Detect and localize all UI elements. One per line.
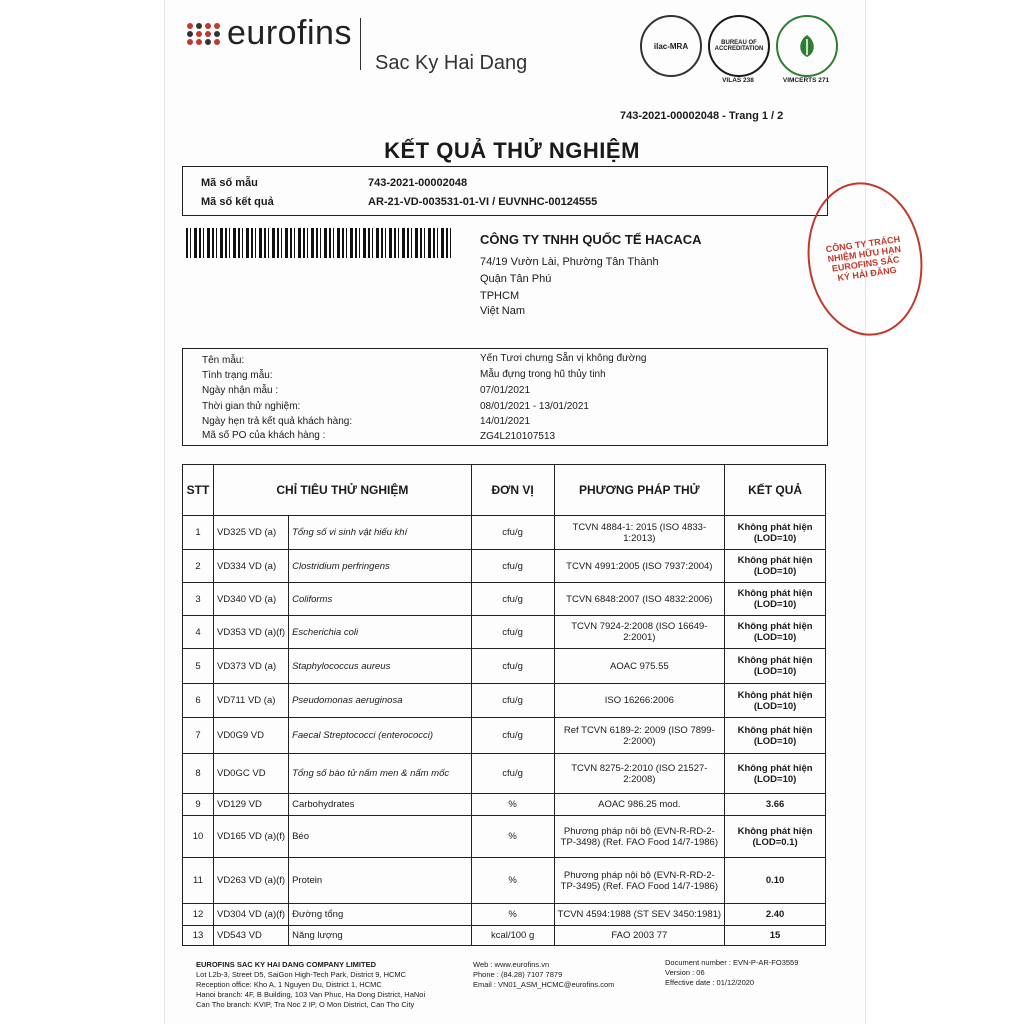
row-result: 3.66 <box>725 794 826 816</box>
customer-company: CÔNG TY TNHH QUỐC TẾ HACACA <box>480 232 702 247</box>
ilac-mra-seal: ilac-MRA <box>640 15 702 77</box>
brand-name: eurofins <box>227 14 352 52</box>
info-label: Tình trạng mẫu: <box>202 370 273 381</box>
table-row <box>183 754 826 794</box>
header-test: CHỈ TIÊU THỬ NGHIỆM <box>213 465 471 516</box>
row-unit: cfu/g <box>471 616 554 649</box>
table-header-row <box>183 465 826 516</box>
row-method: AOAC 986.25 mod. <box>554 794 725 816</box>
row-method: TCVN 7924-2:2008 (ISO 16649-2:2001) <box>554 616 725 649</box>
eurofins-logo <box>187 14 352 53</box>
info-label: Mã số PO của khách hàng : <box>202 430 326 441</box>
footer-line: Document number : EVN-P-AR-FO3559 <box>665 958 799 967</box>
row-unit: cfu/g <box>471 718 554 754</box>
row-method: TCVN 4594:1988 (ST SEV 3450:1981) <box>554 904 725 926</box>
row-unit: cfu/g <box>471 754 554 794</box>
row-method: FAO 2003 77 <box>554 926 725 946</box>
address-line: 74/19 Vườn Lài, Phường Tân Thành <box>480 256 659 268</box>
footer-line: Can Tho branch: KVIP, Tra Noc 2 IP, O Mon District, Can Tho City <box>196 1000 415 1009</box>
row-test-name: Carbohydrates <box>289 794 472 816</box>
footer-company <box>196 960 425 1010</box>
sub-brand: Sac Ky Hai Dang <box>375 52 528 74</box>
row-result: Không phát hiện (LOD=10) <box>725 754 826 794</box>
row-test-name: Năng lượng <box>289 926 472 946</box>
row-method: Phương pháp nội bộ (EVN-R-RD-2-TP-3495) (Ref. FAO Food 14/7-1986) <box>554 858 725 904</box>
table-row <box>183 794 826 816</box>
row-code: VD340 VD (a) <box>213 583 288 616</box>
row-stt: 1 <box>183 516 214 550</box>
row-unit: cfu/g <box>471 516 554 550</box>
result-code-label: Mã số kết quả <box>201 196 274 208</box>
table-row <box>183 550 826 583</box>
footer-doc-info <box>665 958 798 988</box>
row-unit: cfu/g <box>471 550 554 583</box>
row-test-name: Staphylococcus aureus <box>289 649 472 684</box>
sample-code-label: Mã số mẫu <box>201 177 258 189</box>
accreditation-seal: BUREAU OF ACCREDITATION VILAS 238 <box>708 15 770 77</box>
row-stt: 9 <box>183 794 214 816</box>
header-stt: STT <box>183 465 214 516</box>
row-stt: 2 <box>183 550 214 583</box>
row-code: VD0G9 VD <box>213 718 288 754</box>
row-result: Không phát hiện (LOD=10) <box>725 684 826 718</box>
info-value: 08/01/2021 - 13/01/2021 <box>480 401 589 412</box>
row-code: VD0GC VD <box>213 754 288 794</box>
row-method: TCVN 8275-2:2010 (ISO 21527-2:2008) <box>554 754 725 794</box>
header-unit: ĐƠN VỊ <box>471 465 554 516</box>
row-method: Ref TCVN 6189-2: 2009 (ISO 7899-2:2000) <box>554 718 725 754</box>
table-row <box>183 718 826 754</box>
row-unit: kcal/100 g <box>471 926 554 946</box>
row-unit: cfu/g <box>471 583 554 616</box>
row-test-name: Protein <box>289 858 472 904</box>
info-value: 07/01/2021 <box>480 385 531 396</box>
header-divider <box>360 18 361 70</box>
row-code: VD263 VD (a)(f) <box>213 858 288 904</box>
info-label: Ngày nhận mẫu : <box>202 385 279 396</box>
sample-code-value: 743-2021-00002048 <box>368 177 468 189</box>
row-test-name: Tổng số vi sinh vật hiếu khí <box>289 516 472 550</box>
row-stt: 3 <box>183 583 214 616</box>
row-code: VD165 VD (a)(f) <box>213 816 288 858</box>
row-code: VD304 VD (a)(f) <box>213 904 288 926</box>
row-test-name: Tổng số bào tử nấm men & nấm mốc <box>289 754 472 794</box>
row-result: 0.10 <box>725 858 826 904</box>
row-method: TCVN 4991:2005 (ISO 7937:2004) <box>554 550 725 583</box>
row-method: TCVN 4884-1: 2015 (ISO 4833-1:2013) <box>554 516 725 550</box>
row-result: Không phát hiện (LOD=10) <box>725 583 826 616</box>
row-stt: 5 <box>183 649 214 684</box>
row-stt: 7 <box>183 718 214 754</box>
row-result: 2.40 <box>725 904 826 926</box>
footer-line: Reception office: Kho A, 1 Nguyen Du, District 1, HCMC <box>196 980 382 989</box>
row-result: Không phát hiện (LOD=10) <box>725 649 826 684</box>
row-stt: 6 <box>183 684 214 718</box>
info-value: ZG4L210107513 <box>480 431 556 442</box>
info-label: Tên mẫu: <box>202 355 245 366</box>
footer-line: Effective date : 01/12/2020 <box>665 978 755 987</box>
row-test-name: Faecal Streptococci (enterococci) <box>289 718 472 754</box>
row-test-name: Clostridium perfringens <box>289 550 472 583</box>
row-result: 15 <box>725 926 826 946</box>
row-code: VD325 VD (a) <box>213 516 288 550</box>
row-method: ISO 16266:2006 <box>554 684 725 718</box>
result-code-value: AR-21-VD-003531-01-VI / EUVNHC-00124555 <box>368 196 598 208</box>
row-method: Phương pháp nội bộ (EVN-R-RD-2-TP-3498) (Ref. FAO Food 14/7-1986) <box>554 816 725 858</box>
row-stt: 13 <box>183 926 214 946</box>
table-row <box>183 583 826 616</box>
table-row <box>183 816 826 858</box>
row-stt: 10 <box>183 816 214 858</box>
page-title: KẾT QUẢ THỬ NGHIỆM <box>384 138 640 163</box>
footer-line: Email : VN01_ASM_HCMC@eurofins.com <box>473 980 615 989</box>
row-unit: % <box>471 904 554 926</box>
logo-dots-icon <box>187 23 221 45</box>
header-result: KẾT QUẢ <box>725 465 826 516</box>
row-unit: cfu/g <box>471 684 554 718</box>
row-stt: 12 <box>183 904 214 926</box>
table-row <box>183 858 826 904</box>
info-label: Ngày hẹn trả kết quả khách hàng: <box>202 416 353 427</box>
row-code: VD543 VD <box>213 926 288 946</box>
row-result: Không phát hiện (LOD=10) <box>725 718 826 754</box>
row-unit: % <box>471 794 554 816</box>
table-row <box>183 616 826 649</box>
row-code: VD353 VD (a)(f) <box>213 616 288 649</box>
accreditation-seals <box>640 15 838 84</box>
row-stt: 8 <box>183 754 214 794</box>
row-result: Không phát hiện (LOD=0.1) <box>725 816 826 858</box>
row-result: Không phát hiện (LOD=10) <box>725 616 826 649</box>
row-code: VD334 VD (a) <box>213 550 288 583</box>
footer-line: Version : 06 <box>665 968 705 977</box>
footer-contact <box>473 960 614 990</box>
company-stamp: CÔNG TY TRÁCH NHIỆM HỮU HẠN EUROFINS SẮC KÝ HẢI ĐĂNG <box>798 175 932 343</box>
row-test-name: Coliforms <box>289 583 472 616</box>
row-method: TCVN 6848:2007 (ISO 4832:2006) <box>554 583 725 616</box>
row-test-name: Escherichia coli <box>289 616 472 649</box>
address-line: Quận Tân Phú <box>480 273 552 285</box>
header-method: PHƯƠNG PHÁP THỬ <box>554 465 725 516</box>
row-test-name: Pseudomonas aeruginosa <box>289 684 472 718</box>
row-unit: % <box>471 858 554 904</box>
table-row <box>183 926 826 946</box>
info-value: 14/01/2021 <box>480 416 531 427</box>
table-row <box>183 904 826 926</box>
address-line: Việt Nam <box>480 305 526 317</box>
footer-line: Web : www.eurofins.vn <box>473 960 550 969</box>
row-test-name: Đường tổng <box>289 904 472 926</box>
table-row <box>183 684 826 718</box>
info-label: Thời gian thử nghiệm: <box>202 401 301 412</box>
table-row <box>183 649 826 684</box>
id-box <box>182 166 828 216</box>
address-line: TPHCM <box>480 290 520 302</box>
footer-line: Hanoi branch: 4F, B Building, 103 Van Phuc, Ha Dong District, HaNoi <box>196 990 426 999</box>
row-stt: 11 <box>183 858 214 904</box>
footer-line: EUROFINS SAC KY HAI DANG COMPANY LIMITED <box>196 960 377 969</box>
page-number: 743-2021-00002048 - Trang 1 / 2 <box>620 110 784 122</box>
row-test-name: Béo <box>289 816 472 858</box>
barcode <box>186 228 451 258</box>
row-code: VD711 VD (a) <box>213 684 288 718</box>
footer-line: Phone : (84.28) 7107 7879 <box>473 970 563 979</box>
info-value: Yến Tươi chưng Sẵn vị không đường <box>480 353 647 364</box>
row-result: Không phát hiện (LOD=10) <box>725 516 826 550</box>
vimcerts-seal: VIMCERTS 271 <box>776 15 838 77</box>
info-value: Mẫu đựng trong hũ thủy tinh <box>480 369 606 380</box>
leaf-icon <box>776 15 838 77</box>
row-code: VD373 VD (a) <box>213 649 288 684</box>
row-unit: % <box>471 816 554 858</box>
row-unit: cfu/g <box>471 649 554 684</box>
row-method: AOAC 975.55 <box>554 649 725 684</box>
row-result: Không phát hiện (LOD=10) <box>725 550 826 583</box>
table-row <box>183 516 826 550</box>
results-table <box>182 464 826 946</box>
row-stt: 4 <box>183 616 214 649</box>
row-code: VD129 VD <box>213 794 288 816</box>
footer-line: Lot L2b-3, Street D5, SaiGon High-Tech Park, District 9, HCMC <box>196 970 407 979</box>
